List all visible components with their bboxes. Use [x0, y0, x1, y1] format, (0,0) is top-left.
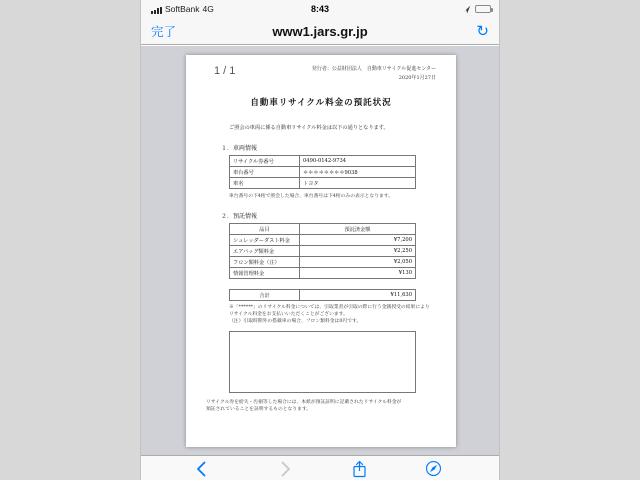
intro-text: ご照会の車両に係る自動車リサイクル料金は以下の通りとなります。 [229, 125, 389, 131]
table-row [230, 257, 416, 268]
document-header [214, 65, 436, 82]
reload-icon: ↻ [476, 22, 489, 40]
url-address-label[interactable]: www1.jars.gr.jp [272, 23, 368, 39]
row-label: 車台番号 [230, 167, 300, 178]
row-label: 情報管理料金 [230, 268, 300, 279]
chevron-left-icon [196, 461, 206, 477]
row-label: リサイクル券番号 [230, 156, 300, 167]
page-indicator: 1 / 1 [214, 65, 236, 77]
status-right-cluster [462, 0, 491, 18]
issuer-line: 発行者：公益財団法人 自動車リサイクル促進センター [311, 66, 436, 72]
freon-note: （注）引取時期外の搭載車の場合、フロン類料金は0円です。 [229, 319, 362, 325]
row-label: 車名 [230, 178, 300, 189]
row-amount: ¥2,250 [300, 246, 416, 257]
status-bar [141, 0, 499, 18]
reload-button[interactable] [476, 24, 489, 39]
vehicle-section-heading: １．車両情報 [221, 145, 258, 152]
location-arrow-icon [462, 5, 471, 14]
row-amount: ¥130 [300, 268, 416, 279]
table-row [230, 235, 416, 246]
vehicle-note: 車台番号の下4桁で照会した場合、車台番号は下4桁のみの表示となります。 [229, 194, 394, 199]
column-header-item: 品目 [230, 224, 300, 235]
deposit-footnote-line2: リサイクル料金をお支払いいただくことがございます。 [229, 312, 348, 318]
total-label: 合計 [230, 290, 300, 301]
row-label: シュレッダーダスト料金 [230, 235, 300, 246]
document-title: 自動車リサイクル料金の預託状況 [250, 98, 392, 108]
in-app-browser-window [140, 0, 500, 480]
clock-label: 8:43 [310, 4, 329, 14]
compass-icon [425, 460, 442, 477]
deposit-footnote-line1: ※「******」のリサイクル料金については、引取業者が引取の際に行う金銭授受の結果により [229, 305, 430, 310]
network-type-label: 4G [202, 4, 214, 14]
table-row [230, 178, 416, 189]
pdf-viewer-area[interactable] [141, 46, 499, 455]
table-header-row [230, 224, 416, 235]
share-icon [352, 460, 367, 478]
bottom-note [206, 399, 436, 414]
row-label: エアバッグ類料金 [230, 246, 300, 257]
issue-date: 2020年1月27日 [398, 74, 436, 81]
row-value: ＊＊＊＊＊＊＊＊9038 [300, 167, 416, 178]
deposit-info-table [229, 223, 416, 279]
total-table [229, 289, 416, 301]
row-value: トヨタ [300, 178, 416, 189]
carrier-label: SoftBank [165, 4, 200, 14]
open-in-safari-button[interactable] [418, 456, 448, 480]
table-row [230, 246, 416, 257]
share-button[interactable] [344, 456, 374, 480]
battery-icon [475, 5, 491, 13]
column-header-amount: 預託済金額 [300, 224, 416, 235]
remarks-box [229, 331, 416, 393]
done-button[interactable]: 完了 [151, 22, 176, 40]
browser-toolbar [141, 455, 499, 480]
document-page [186, 55, 456, 447]
issuer-block [312, 65, 436, 82]
table-row [230, 156, 416, 167]
total-amount: ¥11,630 [300, 290, 416, 301]
back-button[interactable] [186, 456, 216, 480]
bottom-note-line1: リサイクル券を紛失・汚損等した場合には、本紙が預託証明に記載されたリサイクル料金が [206, 399, 402, 405]
row-value: 0490-0142-9734 [300, 156, 416, 167]
browser-nav-bar [141, 18, 499, 45]
chevron-right-icon [281, 461, 291, 477]
row-amount: ¥2,050 [300, 257, 416, 268]
row-amount: ¥7,200 [300, 235, 416, 246]
deposit-section-heading: ２．預託情報 [221, 213, 258, 220]
total-row [230, 290, 416, 301]
vehicle-info-table [229, 155, 416, 189]
table-row [230, 268, 416, 279]
row-label: フロン類料金（注） [230, 257, 300, 268]
forward-button[interactable] [271, 456, 301, 480]
table-row [230, 167, 416, 178]
bottom-note-line2: 預託されていることを証明するものとなります。 [206, 407, 312, 413]
